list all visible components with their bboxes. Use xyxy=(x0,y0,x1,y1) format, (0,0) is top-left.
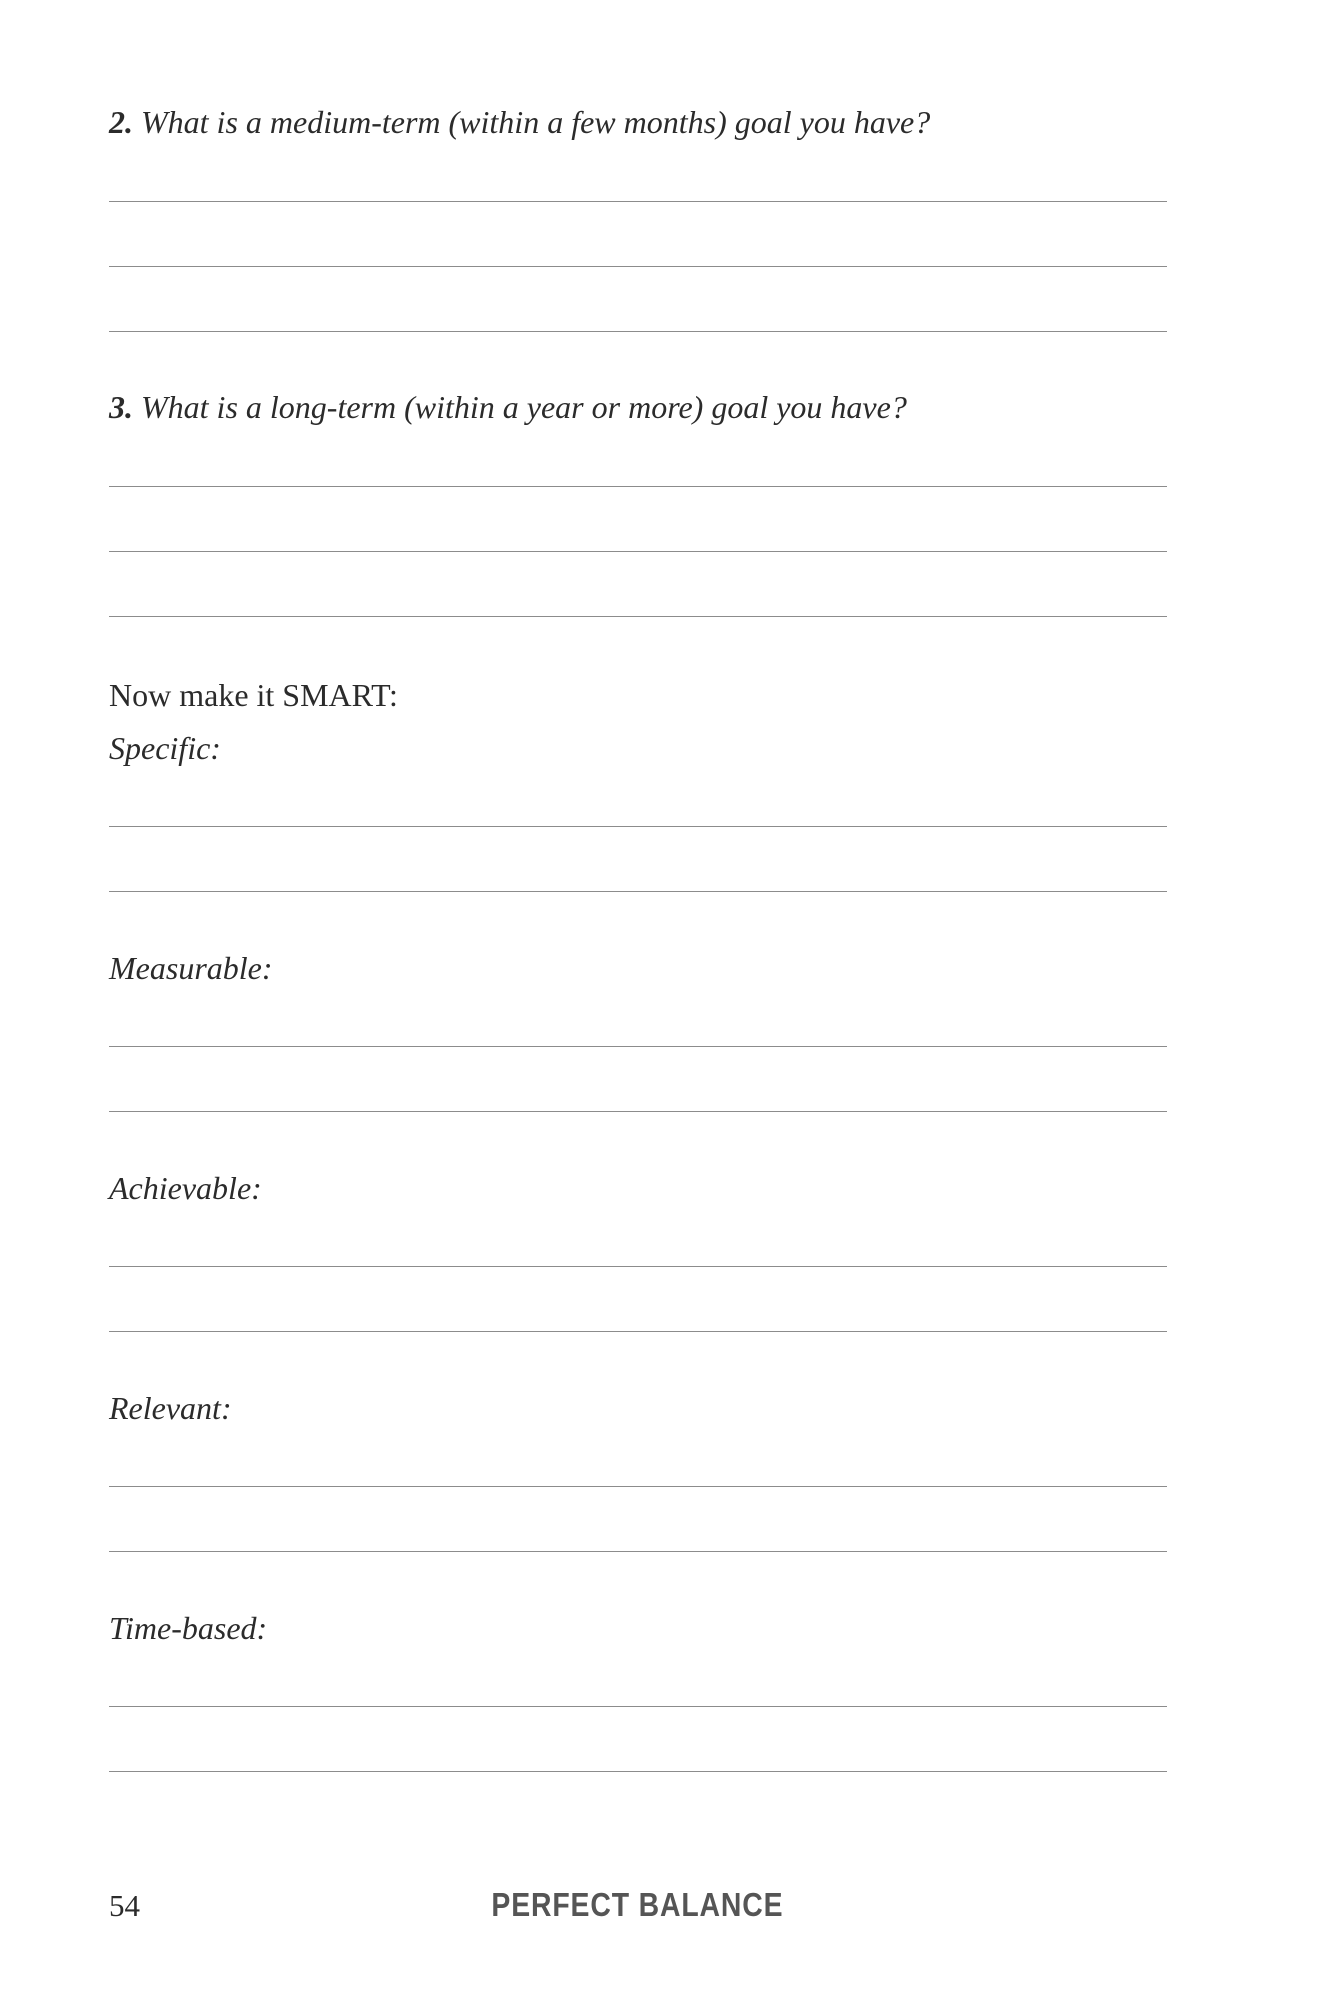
answer-line[interactable] xyxy=(109,1331,1167,1332)
answer-line[interactable] xyxy=(109,331,1167,332)
answer-line[interactable] xyxy=(109,486,1167,487)
question-3-text: What is a long-term (within a year or more) goal you have? xyxy=(141,389,907,425)
question-3-number: 3. xyxy=(109,389,133,425)
answer-line[interactable] xyxy=(109,1111,1167,1112)
page-number: 54 xyxy=(109,1888,140,1923)
answer-line[interactable] xyxy=(109,1266,1167,1267)
answer-line[interactable] xyxy=(109,1551,1167,1552)
answer-line[interactable] xyxy=(109,1046,1167,1047)
answer-line[interactable] xyxy=(109,266,1167,267)
answer-line[interactable] xyxy=(109,826,1167,827)
answer-line[interactable] xyxy=(109,616,1167,617)
answer-line[interactable] xyxy=(109,201,1167,202)
question-2-number: 2. xyxy=(109,104,133,140)
question-2 xyxy=(109,106,930,138)
answer-line[interactable] xyxy=(109,1706,1167,1707)
running-title: PERFECT BALANCE xyxy=(491,1886,784,1923)
smart-intro: Now make it SMART: xyxy=(109,677,398,713)
relevant-label: Relevant: xyxy=(109,1390,232,1426)
answer-line[interactable] xyxy=(109,891,1167,892)
achievable-label: Achievable: xyxy=(109,1170,262,1206)
specific-label: Specific: xyxy=(109,730,221,766)
answer-line[interactable] xyxy=(109,1486,1167,1487)
answer-line[interactable] xyxy=(109,1771,1167,1772)
time-based-label: Time-based: xyxy=(109,1610,268,1646)
question-2-text: What is a medium-term (within a few months) goal you have? xyxy=(141,104,931,140)
answer-line[interactable] xyxy=(109,551,1167,552)
measurable-label: Measurable: xyxy=(109,950,273,986)
question-3 xyxy=(109,391,907,423)
